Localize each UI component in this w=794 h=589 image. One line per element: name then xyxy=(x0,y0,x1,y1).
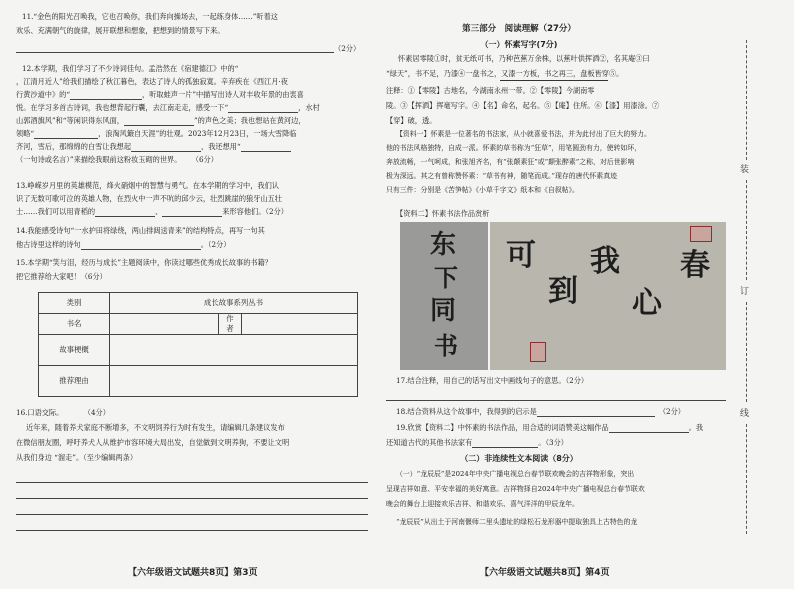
calligraphy-image-1: 东 下 同 书 xyxy=(400,222,488,370)
answer-line[interactable] xyxy=(16,498,368,499)
score: （2分） xyxy=(334,44,361,53)
reason-cell[interactable] xyxy=(110,366,358,397)
blank[interactable] xyxy=(472,439,538,448)
blank[interactable] xyxy=(162,208,222,217)
blank[interactable] xyxy=(81,241,201,250)
answer-line[interactable] xyxy=(386,400,726,401)
question-12: 12.本学期，我们学习了不少诗词佳句。孟浩然在《宿建德江》中的“ ，江清月近人”给我们描绘了秋江暮色，表达了诗人的孤独寂寞。辛弃疾在《西江月·夜 行黄沙道中》的“ ，听取蛙声一片”中描写出诗人对丰收年景的由衷喜 悦。在学习多首古诗词，我也想背起行囊，去江南走走，感受一下“ ，水村 山郭酒旗风”和“等闲识得东风面， ”的声色之美；我也想站在黄河边， 领略“ ，浪淘风簸自天涯”的壮观。2023年12月23日，一场大雪降临 齐河，雪后，那绵绵的白雪让我想起 ，我还想用“ （一句诗或名言）”来描绘我眼前这粉妆玉砌的世界。 （6分） xyxy=(16,64,320,164)
question-13: 13.峥嵘岁月里的英雄模范，烽火硝烟中的智慧与勇气。在本学期的学习中，我们认 识了无数可歌可泣的英雄人物，在烈火中一声不吭的邱少云，壮烈跳崖的狼牙山五壮 士……我们可以用青稻的 、 来形容他们。（2分） xyxy=(16,181,288,216)
seal-stamp xyxy=(530,342,546,362)
left-page: 11.“金色的阳光召唤我，它也召唤你，我们奔向操场去，一起练身体……”听着这 欢乐、充满朝气的旋律，展开联想和想象，把想到的情景写下来。 （2分） 12.本学期，我们学习了不少诗词佳句。孟浩然在《宿建德江》中的“ ，江清月近人”给我们描绘了秋江暮色，表达了诗人的孤独寂寞。辛弃疾在《西江月·夜 行黄沙道中》的“ ，听取蛙声一片”中描写出诗人对丰收年景的由衷喜 悦。在学习多首古诗词，我也想背起行囊，去江南走走，感受一下“ ，水村 山郭酒旗风”和“等闲识得东风面， ”的声色之美；我也想站在黄河边， 领略“ ，浪淘风簸自天涯”的壮观。2023年12月23日，一场大雪降临 齐河，雪后，那绵绵的白雪让我想起 ，我还想用“ （一句诗或名言）”来描绘我眼前这粉妆玉砌的世界。 （6分） 13.峥嵘岁月里的英雄模范，烽火硝烟中的智慧与勇气。在本学期的学习中，我们认 识了无数可歌可泣的英雄人物，在烈火中一声不吭的邱少云，壮烈跳崖的狼牙山五壮 士……我们可以用青稻的 、 来形容他们。（2分） 14.我能感受诗句“一水护田将绿绕，两山排闼送青来”的结构特点，再写一句其 他古诗里这样的诗句 。（2分） 15.本学期“笑与泪，经历与成长”主题阅读中，你读过哪些优秀成长故事的书籍？ 把它推荐给大家吧！（6分） 类别 成长故事系列丛书 书名 作者 故事梗概 推荐理由 16.口语交际。 （4分） 近年来，随着养犬家庭不断增多，不文明饲养行为时有发生，请编辑几条建议发布 在微信朋友圈，呼吁养犬人从维护市容环境大局出发，自觉做到文明养狗，不要让文明 从我们身边 “溜走”。（至少编辑两条） 【六年级语文试题共8页】第3页 xyxy=(0,0,384,589)
question-18: 18.结合资料从这个故事中，我得到的启示是 （2分） xyxy=(396,407,685,416)
blank[interactable] xyxy=(241,143,291,152)
notes: 注释：①【零陵】古地名，今湖南永州一带。②【零陵】今湖南零 陵。③【挥洒】挥毫写字。④【名】命名，起名。⑤【庵】住所。⑥【漆】用漆涂。⑦ 【穿】破，透。 xyxy=(386,86,660,125)
binding-char: 线 xyxy=(740,409,750,419)
section-title: 第三部分 阅读理解（27分） xyxy=(462,24,576,34)
question-14: 14.我能感受诗句“一水护田将绿绕，两山排闼送青来”的结构特点，再写一句其 他古诗里这样的诗句 。（2分） xyxy=(16,226,265,249)
calligraphy-image-2: 可 到 我 心 春 xyxy=(490,222,726,370)
passage: 怀素居零陵①时，贫无纸可书，乃种芭蕉万余株，以蕉叶供挥洒②，名其庵③曰 “绿天”，书不足，乃漆④一盘书之，又漆一方板，书之再三，盘板皆穿⑤。 xyxy=(386,54,650,78)
underlined-sentence xyxy=(500,80,608,81)
answer-line[interactable] xyxy=(16,514,368,515)
blank[interactable] xyxy=(95,208,155,217)
blank[interactable] xyxy=(228,104,298,113)
right-page: 第三部分 阅读理解（27分） （一）怀素写字(7分) 怀素居零陵①时，贫无纸可书，乃种芭蕉万余株，以蕉叶供挥洒②，名其庵③曰 “绿天”，书不足，乃漆④一盘书之，又漆一方板，书之再三，盘板皆穿⑤。 注释：①【零陵】古地名，今湖南永州一带。②【零陵】今湖南零 陵。③【挥洒】挥毫写字。④【名】命名，起名。⑤【庵】住所。⑥【漆】用漆涂。⑦ 【穿】破，透。 【资料一】怀素是一位著名的书法家，从小就喜爱书法，并为此付出了巨大的努力。 他的书法风格独特，自成一派。怀素的草书称为“狂草”，用笔圆劲有力，使转如环， 奔放流畅，一气呵成，和张旭齐名，有“张颠素狂”或“颠张醉素”之称，对后世影响 极为深远。其之有曾称赞怀素：“草书有神，随笔而成。”现存的唐代怀素真迹 只有三件：分别是《苦笋帖》《小草千字文》纸本和《自叙帖》。 【资料二】怀素书法作品赏析 东 下 同 书 可 到 我 心 春 17.结合注释，用自己的话写出文中画线句子的意思。（2分） 18.结合资料从这个故事中，我得到的启示是 （2分） 19.欣赏【资料二】中怀素的书法作品，用合适的词语赞美这幅作品 。我 还知道古代的其他书法家有 。（3分） （二）非连续性文本阅读（8分） （一）“龙辰辰”是2024年中央广播电视总台春节联欢晚会的吉祥物形象，突出 呈现吉祥如意、平安幸福的美好寓意。吉祥物择自2024年中央广播电视总台春节联欢 晚会的舞台上迎接欢乐吉祥、和谐欢乐、喜气洋洋的甲辰龙年。 “龙辰辰”从出土于河南偃师二里头遗址的绿松石龙形器中提取独具上古特色的龙 【六年级语文试题共8页】第4页 xyxy=(384,0,794,589)
blank[interactable] xyxy=(124,117,194,126)
binding-margin xyxy=(736,40,756,540)
blank[interactable] xyxy=(537,408,655,417)
page-footer: 【六年级语文试题共8页】第4页 xyxy=(480,568,610,578)
page-footer: 【六年级语文试题共8页】第3页 xyxy=(128,568,258,578)
binding-char: 装 xyxy=(740,165,750,175)
question-16: 16.口语交际。 （4分） 近年来，随着养犬家庭不断增多，不文明饲养行为时有发生，请编辑几条建议发布 在微信朋友圈，呼吁养犬人从维护市容环境大局出发，自觉做到文明养狗，不要让文明 从我们身边 “溜走”。（至少编辑两条） xyxy=(16,408,290,462)
blank[interactable] xyxy=(131,143,201,152)
question-15: 15.本学期“笑与泪，经历与成长”主题阅读中，你读过哪些优秀成长故事的书籍？ 把它推荐给大家吧！（6分） xyxy=(16,258,272,281)
book-title-cell[interactable] xyxy=(110,314,219,335)
answer-line[interactable] xyxy=(16,482,368,483)
reference-1: 【资料一】怀素是一位著名的书法家，从小就喜爱书法，并为此付出了巨大的努力。 他的书法风格独特，自成一派。怀素的草书称为“狂草”，用笔圆劲有力，使转如环， 奔放流畅，一气呵成，和张旭齐名，有“张颠素狂”或“颠张醉素”之称，对后世影响 极为深远。其之有曾称赞怀素：“草书有神，随笔而成。”现存的唐代怀素真迹 只有三件：分别是《苦笋帖》《小草千字文》纸本和《自叙帖》。 xyxy=(386,130,651,194)
subsection-title: （一）怀素写字(7分) xyxy=(480,40,558,49)
question-19: 19.欣赏【资料二】中怀素的书法作品，用合适的词语赞美这幅作品 。我 xyxy=(396,423,704,432)
blank[interactable] xyxy=(609,424,689,433)
blank[interactable] xyxy=(70,91,142,100)
reference-2-label: 【资料二】怀素书法作品赏析 xyxy=(396,209,490,218)
answer-line[interactable] xyxy=(16,530,368,531)
answer-line[interactable] xyxy=(16,52,334,53)
seal-stamp xyxy=(690,226,712,242)
author-cell[interactable] xyxy=(242,314,358,335)
subsection-title: （二）非连续性文本阅读（8分） xyxy=(460,454,578,463)
non-continuous-text: （一）“龙辰辰”是2024年中央广播电视总台春节联欢晚会的吉祥物形象，突出 呈现吉祥如意、平安幸福的美好寓意。吉祥物择自2024年中央广播电视总台春节联欢 晚会的舞台上迎接欢乐吉祥、和谐欢乐、喜气洋洋的甲辰龙年。 “龙辰辰”从出土于河南偃师二里头遗址的绿松石龙形器中提取独具上古特色的龙 xyxy=(386,470,645,526)
question-17: 17.结合注释，用自己的话写出文中画线句子的意思。（2分） xyxy=(396,376,589,385)
binding-char: 订 xyxy=(740,287,750,297)
blank[interactable] xyxy=(34,130,98,139)
summary-cell[interactable] xyxy=(110,335,358,366)
book-recommendation-table: 类别 成长故事系列丛书 书名 作者 故事梗概 推荐理由 xyxy=(38,292,358,397)
